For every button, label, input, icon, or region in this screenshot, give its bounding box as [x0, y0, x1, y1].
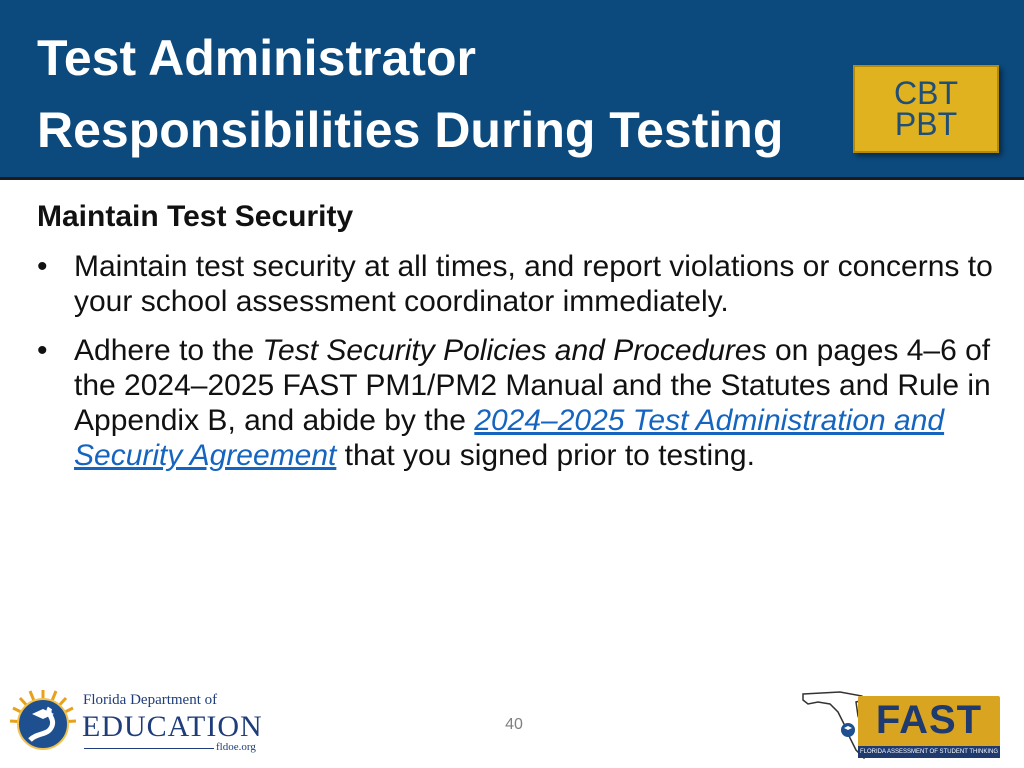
- fast-wordmark: FAST: [875, 698, 983, 742]
- bullet-text-part: on pages 4–6 of the 2024–2025 FAST PM1/PM2 Manual and the Statutes and Rule in Appendix B, and abide by the: [74, 334, 991, 437]
- fdoe-department-text: Florida Department of: [83, 692, 218, 708]
- bullet-dot: •: [37, 334, 48, 367]
- cbt-pbt-badge: [853, 65, 999, 153]
- section-heading: Maintain Test Security: [37, 200, 354, 233]
- bullet-item: [37, 249, 997, 319]
- fdoe-url: fldoe.org: [216, 741, 256, 753]
- bullet-text-part: that you signed prior to testing.: [336, 439, 755, 472]
- slide-content: [37, 197, 997, 487]
- fdoe-logo: [8, 686, 268, 762]
- bullet-text-part: Adhere to the: [74, 334, 263, 367]
- badge-pbt-label: PBT: [894, 106, 958, 142]
- florida-education-seal-icon: [8, 688, 78, 758]
- bullet-list: [37, 249, 997, 473]
- fdoe-divider: [84, 748, 214, 749]
- slide-title: [37, 22, 783, 166]
- page-number: 40: [505, 716, 523, 733]
- title-line-2: Responsibilities During Testing: [37, 102, 784, 158]
- bullet-text: Maintain test security at all times, and report violations or concerns to your school assessment coordinator immediately.: [74, 250, 993, 318]
- fast-tagline: FLORIDA ASSESSMENT OF STUDENT THINKING: [858, 746, 1000, 758]
- slide-header: [0, 0, 1024, 180]
- title-line-1: Test Administrator: [37, 30, 476, 86]
- badge-cbt-label: CBT: [894, 75, 958, 111]
- bullet-dot: •: [37, 250, 48, 283]
- bullet-item: [37, 333, 997, 473]
- fast-logo: [800, 688, 1005, 762]
- security-agreement-link[interactable]: 2024–2025 Test Administration and Security Agreement: [74, 404, 945, 472]
- policy-document-title: Test Security Policies and Procedures: [262, 334, 767, 367]
- fdoe-education-text: EDUCATION: [82, 710, 263, 743]
- fast-panel: [858, 696, 1000, 758]
